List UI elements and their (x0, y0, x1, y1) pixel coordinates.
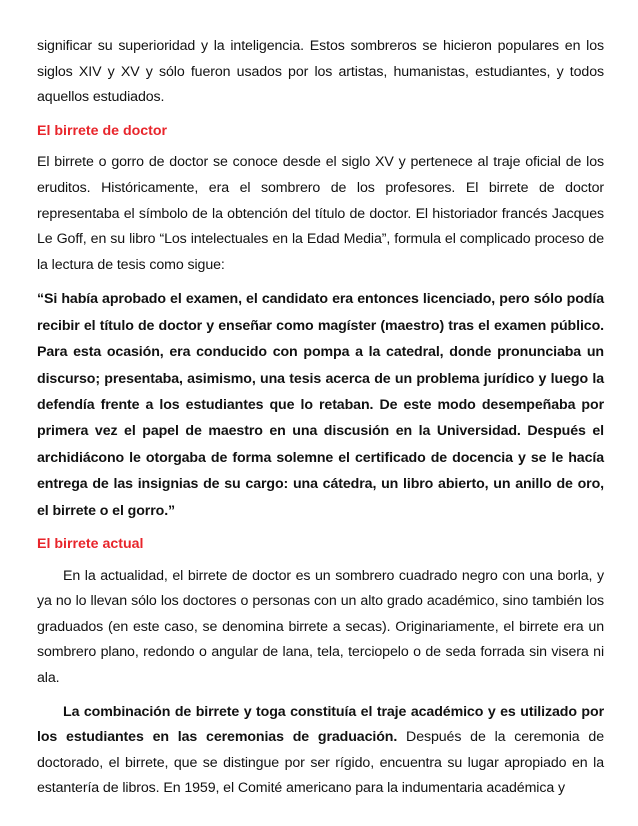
quote-le-goff: “Si había aprobado el examen, el candidato era entonces licenciado, pero sólo podía recibir el título de doctor y enseñar como magíster (maestro) tras el examen público. Para esta ocasión, era conducido con pompa a la catedral, donde pronunciaba un discurso; presentaba, asimismo, una tesis acerca de un problema jurídico y luego la defendía frente a los estudiantes que lo retaban. De este modo desempeñaba por primera vez el papel de maestro en una discusión en la Universidad. Después el archidiácono le otorgaba de forma solemne el certificado de docencia y se le hacía entrega de las insignias de su cargo: una cátedra, un libro abierto, un anillo de oro, el birrete o el gorro.” (37, 291, 604, 519)
intro-paragraph: significar su superioridad y la inteligencia. Estos sombreros se hicieron populares en los siglos XIV y XV y sólo fueron usados por los artistas, humanistas, estudiantes, y todos aquellos estudiados. (37, 38, 604, 106)
paragraph-birrete-actual: En la actualidad, el birrete de doctor es un sombrero cuadrado negro con una borla, y ya no lo llevan sólo los doctores o personas con un alto grado académico, sino también los graduados (en este caso, se denomina birrete a secas). Originariamente, el birrete era un sombrero plano, redondo o angular de lana, tela, terciopelo o de seda forrada sin visera ni ala. (37, 567, 604, 686)
paragraph-birrete-doctor: El birrete o gorro de doctor se conoce desde el siglo XV y pertenece al traje oficial de los eruditos. Históricamente, era el sombrero de los profesores. El birrete de doctor representaba el símbolo de la obtención del título de doctor. El historiador francés Jacques Le Goff, en su libro “Los intelectuales en la Edad Media”, formula el complicado proceso de la lectura de tesis como sigue: (37, 154, 604, 273)
heading-birrete-actual: El birrete actual (37, 536, 144, 552)
heading-birrete-doctor: El birrete de doctor (37, 122, 168, 139)
paragraph-bold-lead: La combinación de birrete y toga constituía el traje académico y es utilizado por los estudiantes en las ceremonias de graduación. (37, 703, 604, 746)
paragraph-continuation: Después de la ceremonia de doctorado, el birrete, que se distingue por ser rígido, encuentra su lugar apropiado en la estantería de libros. En 1959, el Comité americano para la indumentaria académica y (37, 729, 604, 797)
paragraph-toga-combination (37, 700, 604, 802)
